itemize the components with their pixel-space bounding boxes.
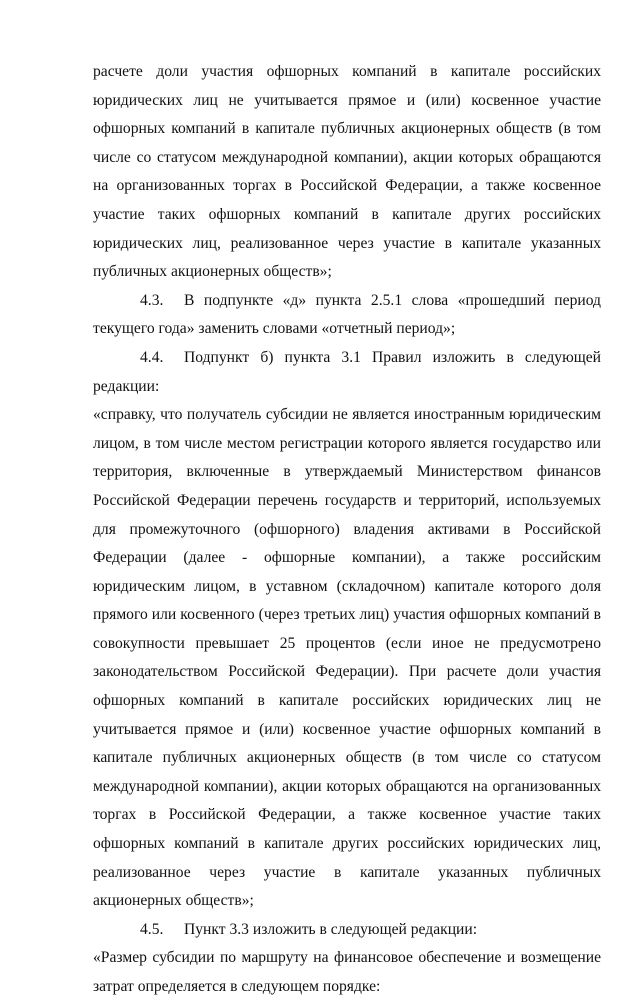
paragraph-text: Пункт 3.3 изложить в следующей редакции: — [184, 920, 478, 938]
document-body — [93, 58, 601, 1002]
paragraph-4-4 — [93, 344, 601, 401]
paragraph-text: «справку, что получатель субсидии не является иностранным юридическим лицом, в том числе местом регистрации которого является государство или территория, включенные в утверждаемый Министерством финансов Российской Федерации перечень государств и территорий, используемых для промежуточного (офшорного) владения активами в Российской Федерации (далее - офшорные компании), а также российским юридическим лицом, в уставном (складочном) капитале которого доля прямого или косвенного (через третьих лиц) участия офшорных компаний в совокупности превышает 25 процентов (если иное не предусмотрено законодательством Российской Федерации). При расчете доли участия офшорных компаний в капитале российских юридических лиц не учитывается прямое и (или) косвенное участие офшорных компаний в капитале публичных акционерных обществ (в том числе со статусом международной компании), акции которых обращаются на организованных торгах в Российской Федерации, а также косвенное участие таких офшорных компаний в капитале других российских юридических лиц, реализованное через участие в капитале указанных публичных акционерных обществ»; — [93, 406, 601, 910]
paragraph-text: «Размер субсидии по маршруту на финансовое обеспечение и возмещение затрат определяется в следующем порядке: — [93, 949, 601, 995]
paragraph-text: расчете доли участия офшорных компаний в капитале российских юридических лиц не учитывается прямое и (или) косвенное участие офшорных компаний в капитале публичных акционерных обществ (в том числе со статусом международной компании), акции которых обращаются на организованных торгах в Российской Федерации, а также косвенное участие таких офшорных компаний в капитале других российских юридических лиц, реализованное через участие в капитале указанных публичных акционерных обществ»; — [93, 63, 601, 281]
paragraph-number: 4.4. — [140, 348, 164, 366]
paragraph-quoted-subsidy — [93, 944, 601, 1001]
paragraph-number: 4.3. — [140, 291, 164, 309]
paragraph-4-3 — [93, 287, 601, 344]
paragraph-quoted-reference — [93, 401, 601, 916]
paragraph-continuation — [93, 58, 601, 287]
paragraph-4-5 — [93, 916, 601, 945]
paragraph-text: Подпункт б) пункта 3.1 Правил изложить в следующей редакции: — [93, 348, 601, 395]
paragraph-text: В подпункте «д» пункта 2.5.1 слова «прошедший период текущего года» заменить словами «отчетный период»; — [93, 291, 601, 338]
paragraph-number: 4.5. — [140, 920, 164, 938]
